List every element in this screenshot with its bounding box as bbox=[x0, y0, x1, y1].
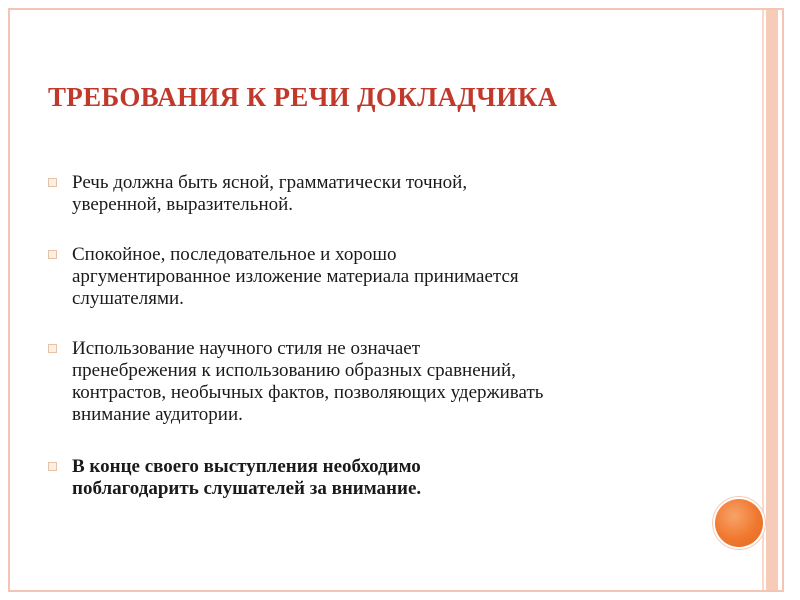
bullet-line: поблагодарить слушателей за внимание. bbox=[72, 478, 422, 499]
bullet-line: уверенной, выразительной. bbox=[72, 194, 294, 215]
bullet-item bbox=[48, 338, 728, 426]
bullet-line: контрастов, необычных фактов, позволяющих удерживать bbox=[72, 382, 544, 403]
bullet-line: Использование научного стиля не означает bbox=[72, 338, 421, 359]
frame-bottom-border bbox=[8, 590, 784, 592]
frame-top-border bbox=[8, 8, 784, 10]
bullet-list bbox=[48, 172, 728, 528]
bullet-icon bbox=[48, 178, 57, 187]
bullet-item bbox=[48, 172, 728, 216]
slide-title: ТРЕБОВАНИЯ К РЕЧИ ДОКЛАДЧИКА bbox=[48, 82, 558, 112]
bullet-icon bbox=[48, 462, 57, 471]
bullet-line: аргументированное изложение материала принимается bbox=[72, 266, 519, 287]
bullet-item bbox=[48, 244, 728, 310]
bullet-line: Речь должна быть ясной, грамматически точной, bbox=[72, 172, 468, 193]
bullet-line: слушателями. bbox=[72, 288, 184, 309]
bullet-line: пренебрежения к использованию образных сравнений, bbox=[72, 360, 516, 381]
bullet-item bbox=[48, 456, 728, 500]
side-bar-inner bbox=[762, 10, 764, 590]
frame-right-border bbox=[782, 8, 784, 592]
bullet-line: Спокойное, последовательное и хорошо bbox=[72, 244, 397, 265]
bullet-icon bbox=[48, 250, 57, 259]
bullet-line: внимание аудитории. bbox=[72, 404, 243, 425]
side-bar bbox=[766, 10, 778, 590]
bullet-icon bbox=[48, 344, 57, 353]
bullet-line: В конце своего выступления необходимо bbox=[72, 456, 421, 477]
frame-left-border bbox=[8, 8, 10, 592]
